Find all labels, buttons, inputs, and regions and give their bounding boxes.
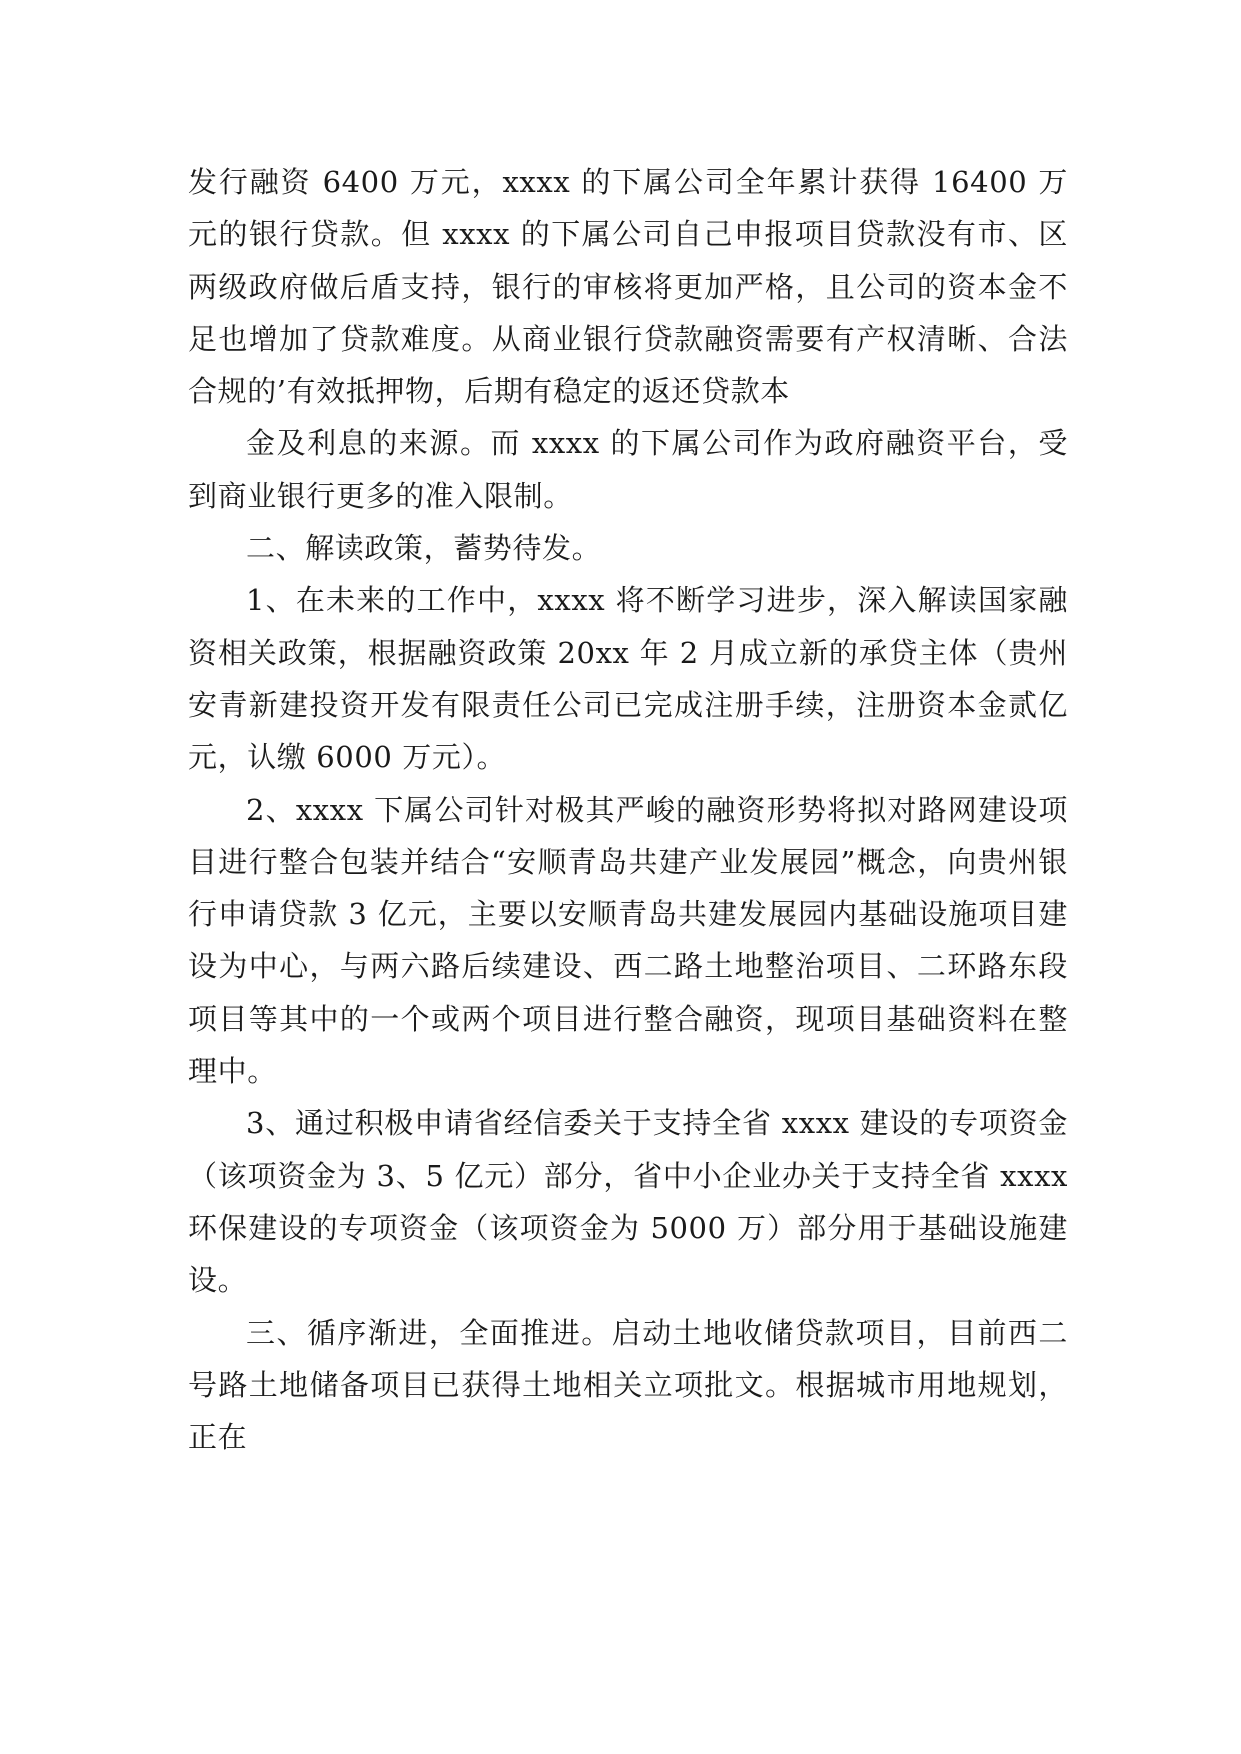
paragraph-item-2: 2、xxxx 下属公司针对极其严峻的融资形势将拟对路网建设项目进行整合包装并结合“安顺青岛共建产业发展园”概念，向贵州银行申请贷款 3 亿元，主要以安顺青岛共建发展园内基础设施项目建设为中心，与两六路后续建设、西二路土地整治项目、二环路东段项目等其中的一个或两个项目进行整合融资，现项目基础资料在整理中。 (188, 792, 1068, 1089)
paragraph-interest-source: 金及利息的来源。而 xxxx 的下属公司作为政府融资平台，受到商业银行更多的准入限制。 (188, 426, 1068, 513)
paragraph-item-3: 3、通过积极申请省经信委关于支持全省 xxxx 建设的专项资金（该项资金为 3、5 亿元）部分，省中小企业办关于支持全省 xxxx 环保建设的专项资金（该项资金为 5000 万）部分用于基础设施建设。 (188, 1106, 1068, 1298)
section-heading-progress: 三、循序渐进，全面推进。启动土地收储贷款项目，目前西二号路土地储备项目已获得土地相关立项批文。根据城市用地规划，正在 (188, 1315, 1068, 1455)
paragraph-item-1: 1、在未来的工作中，xxxx 将不断学习进步，深入解读国家融资相关政策，根据融资政策 20xx 年 2 月成立新的承贷主体（贵州安青新建投资开发有限责任公司已完成注册手续，注册资本金贰亿元，认缴 6000 万元）。 (188, 583, 1068, 775)
document-body (188, 156, 1068, 1463)
section-heading-policy: 二、解读政策，蓄势待发。 (246, 531, 602, 566)
paragraph-financing-overview: 发行融资 6400 万元，xxxx 的下属公司全年累计获得 16400 万元的银行贷款。但 xxxx 的下属公司自己申报项目贷款没有市、区两级政府做后盾支持，银行的审核将更加严格，且公司的资本金不足也增加了贷款难度。从商业银行贷款融资需要有产权清晰、合法合规的’有效抵押物，后期有稳定的返还贷款本 (188, 165, 1068, 409)
